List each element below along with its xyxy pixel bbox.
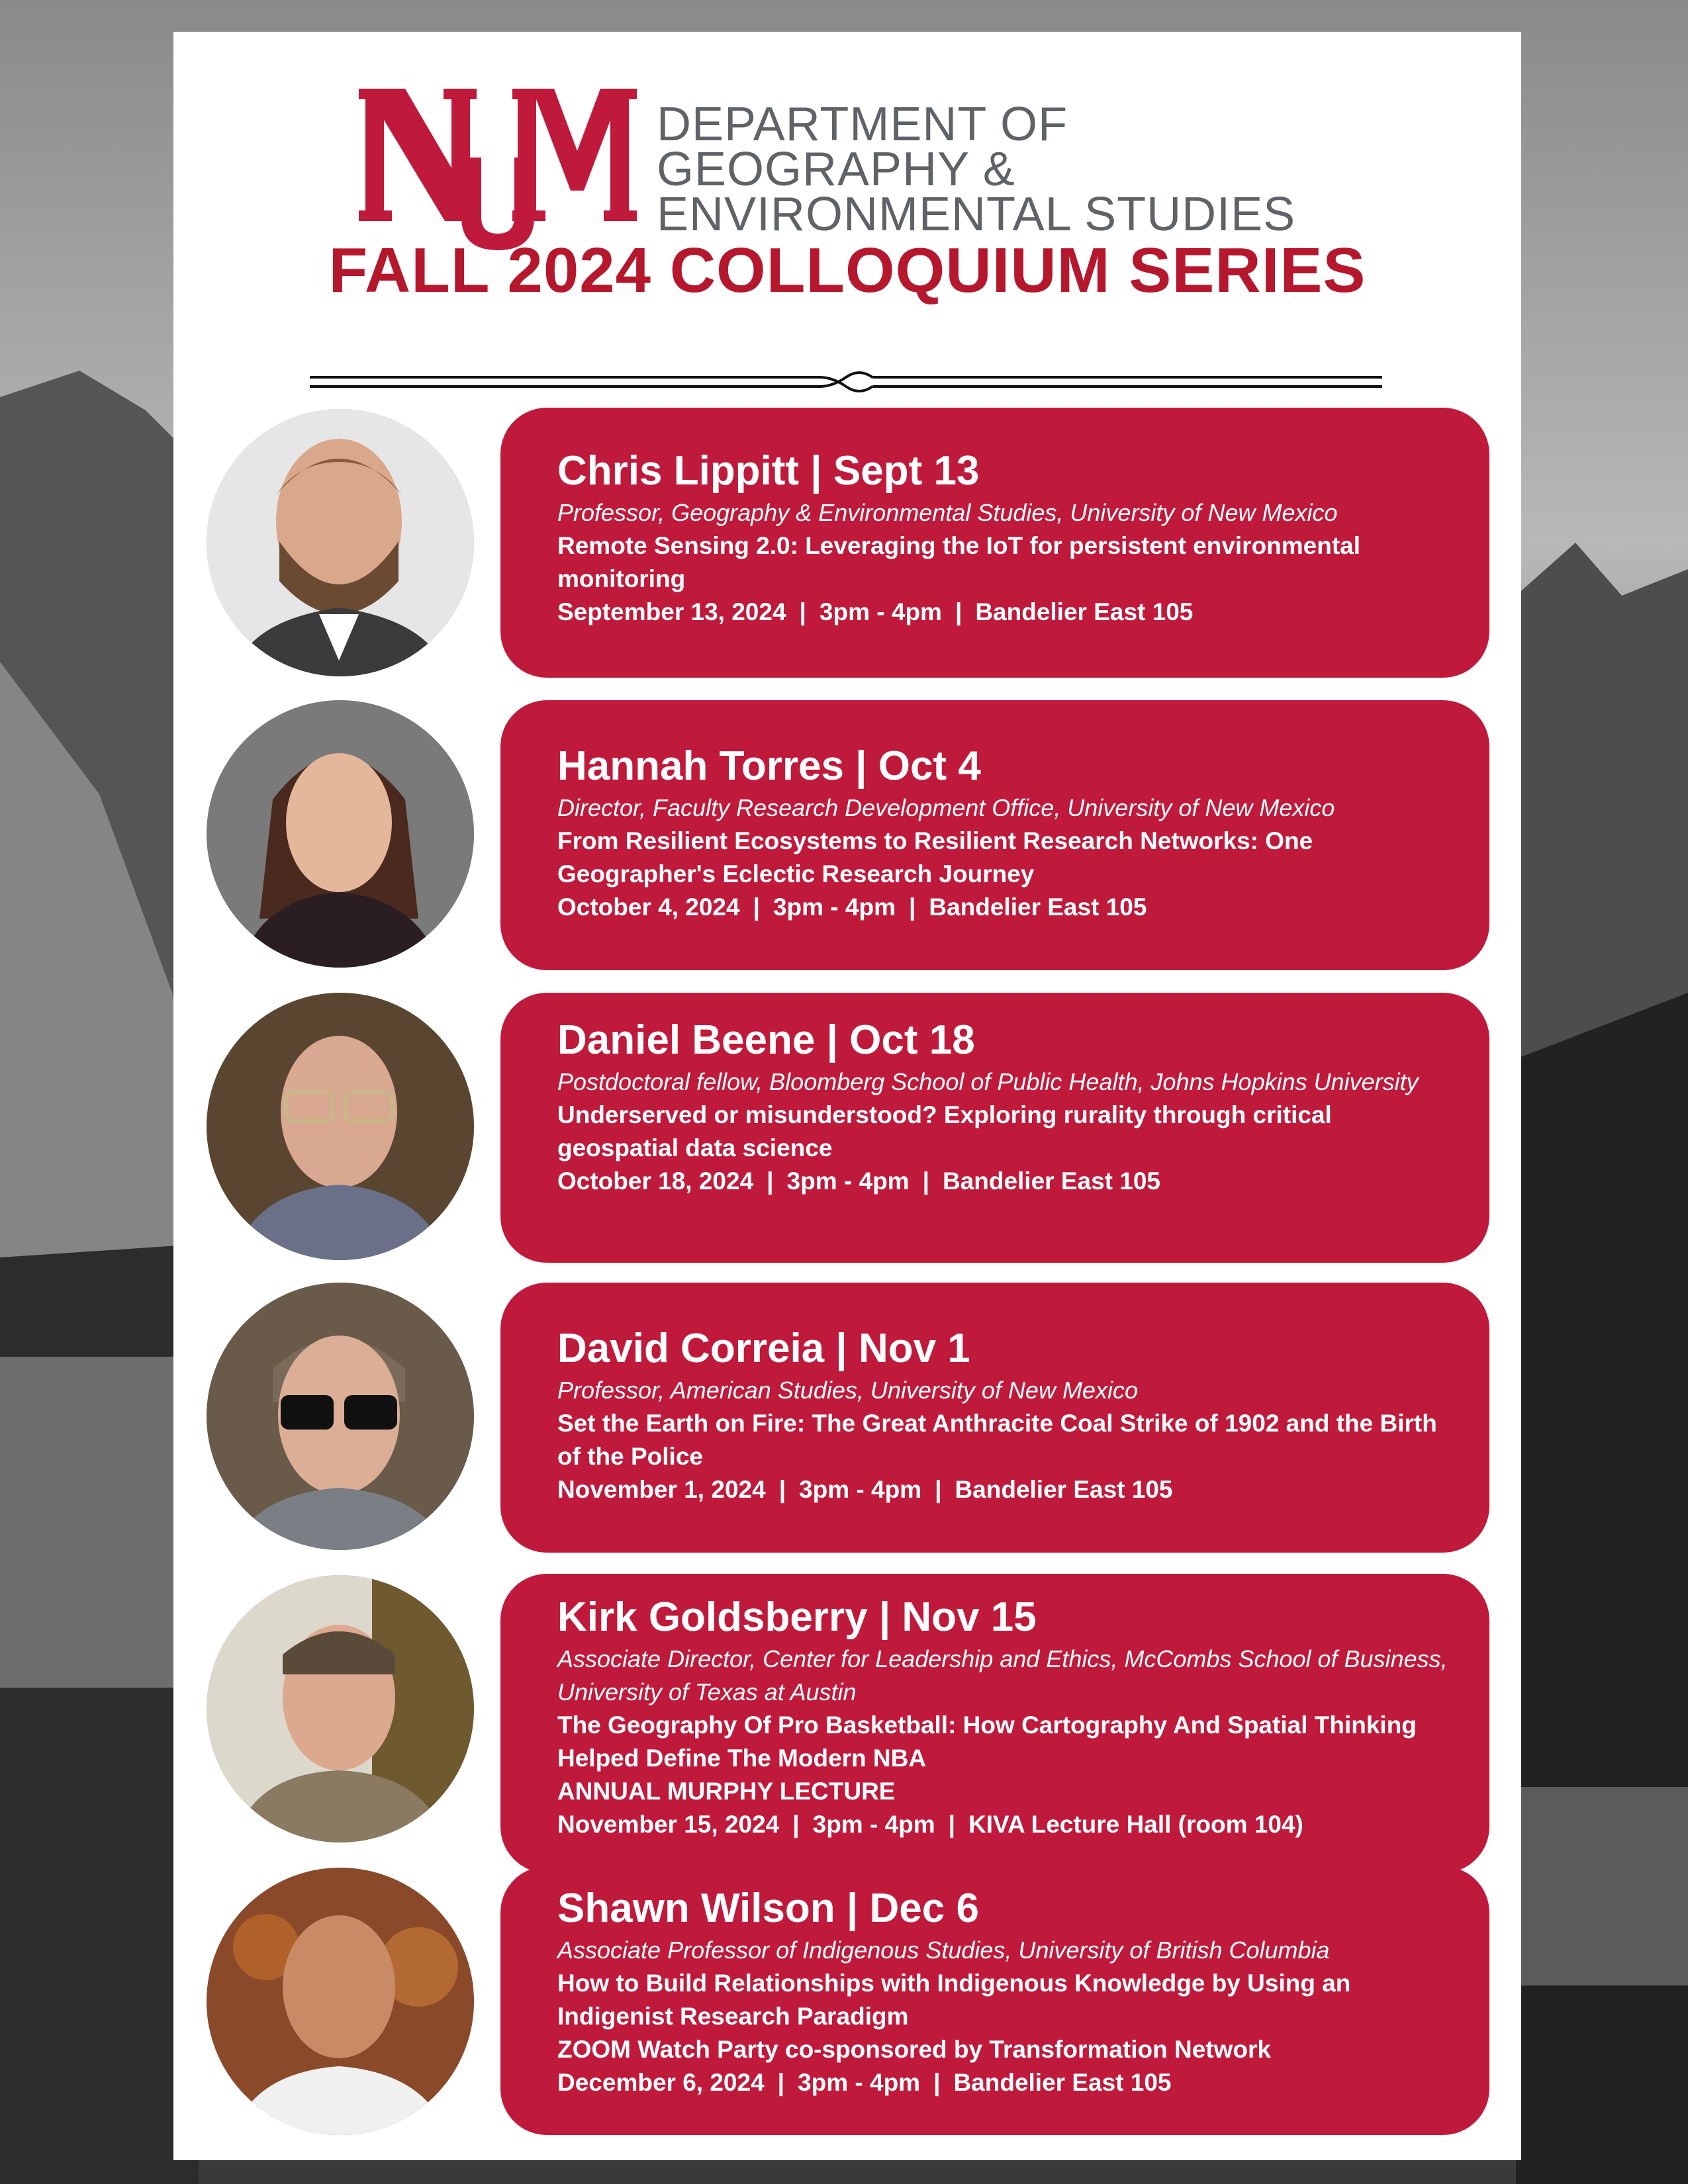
talk-date: October 4, 2024 bbox=[557, 893, 740, 921]
talk-title: The Geography Of Pro Basketball: How Cartography And Spatial Thinking Helped Define The Modern NBA bbox=[557, 1711, 1417, 1772]
talk-card-4 bbox=[500, 1283, 1489, 1553]
speaker-affiliation: Director, Faculty Research Development Office, University of New Mexico bbox=[557, 794, 1335, 821]
talk-schedule bbox=[557, 1808, 1450, 1841]
separator: | bbox=[935, 1476, 942, 1503]
talk-schedule bbox=[557, 1165, 1450, 1198]
speaker-affiliation: Associate Director, Center for Leadership and Ethics, McCombs School of Business, University of Texas at Austin bbox=[557, 1645, 1448, 1706]
talk-card-3 bbox=[500, 993, 1489, 1263]
talk-location: Bandelier East 105 bbox=[929, 893, 1147, 921]
talk-time: 3pm - 4pm bbox=[798, 2069, 921, 2096]
header-logo-block bbox=[359, 58, 1352, 257]
speaker-photo-hannah-torres bbox=[207, 700, 474, 968]
talk-date: November 1, 2024 bbox=[557, 1476, 766, 1503]
speaker-affiliation: Professor, Geography & Environmental Studies, University of New Mexico bbox=[557, 499, 1338, 526]
talk-title: Underserved or misunderstood? Exploring rurality through critical geospatial data science bbox=[557, 1101, 1332, 1161]
separator: | bbox=[792, 1811, 800, 1838]
separator: | bbox=[799, 598, 806, 625]
speaker-photo-david-correia bbox=[207, 1283, 474, 1550]
department-line-3: ENVIRONMENTAL STUDIES bbox=[657, 188, 1296, 241]
talk-schedule bbox=[557, 596, 1450, 629]
talk-schedule bbox=[557, 1473, 1450, 1506]
talk-date: September 13, 2024 bbox=[557, 598, 786, 625]
talk-date: October 18, 2024 bbox=[557, 1167, 754, 1195]
talk-location: Bandelier East 105 bbox=[955, 1476, 1173, 1503]
talk-time: 3pm - 4pm bbox=[812, 1811, 935, 1838]
speaker-heading: David Correia | Nov 1 bbox=[557, 1326, 970, 1371]
department-name bbox=[657, 98, 1385, 241]
talk-title: Remote Sensing 2.0: Leveraging the IoT for persistent environmental monitoring bbox=[557, 532, 1361, 592]
talk-schedule bbox=[557, 2066, 1450, 2099]
talk-card-6 bbox=[500, 1866, 1489, 2135]
talk-location: Bandelier East 105 bbox=[942, 1167, 1160, 1195]
speaker-photo-shawn-wilson bbox=[207, 1868, 474, 2135]
speaker-heading: Shawn Wilson | Dec 6 bbox=[557, 1886, 979, 1931]
separator: | bbox=[922, 1167, 929, 1195]
talk-note: ANNUAL MURPHY LECTURE bbox=[557, 1778, 896, 1805]
speaker-affiliation: Professor, American Studies, University of New Mexico bbox=[557, 1377, 1138, 1404]
talk-time: 3pm - 4pm bbox=[773, 893, 896, 921]
department-line-1: DEPARTMENT OF bbox=[657, 98, 1068, 151]
separator: | bbox=[933, 2069, 941, 2096]
talk-card-2 bbox=[500, 700, 1489, 970]
talk-title: Set the Earth on Fire: The Great Anthracite Coal Strike of 1902 and the Birth of the Police bbox=[557, 1410, 1437, 1470]
talk-location: KIVA Lecture Hall (room 104) bbox=[968, 1811, 1303, 1838]
talk-card-5 bbox=[500, 1574, 1489, 1873]
talk-title: From Resilient Ecosystems to Resilient Research Networks: One Geographer's Eclectic Research Journey bbox=[557, 827, 1313, 887]
talk-location: Bandelier East 105 bbox=[953, 2069, 1172, 2096]
speaker-heading: Chris Lippitt | Sept 13 bbox=[557, 448, 980, 494]
separator: | bbox=[753, 893, 760, 921]
unm-logo-icon bbox=[359, 58, 637, 250]
separator: | bbox=[909, 893, 916, 921]
separator: | bbox=[948, 1811, 956, 1838]
separator: | bbox=[955, 598, 962, 625]
speaker-affiliation: Associate Professor of Indigenous Studies, University of British Columbia bbox=[557, 1936, 1330, 1964]
talk-time: 3pm - 4pm bbox=[786, 1167, 910, 1195]
content-panel bbox=[173, 32, 1521, 2160]
talk-schedule bbox=[557, 891, 1450, 924]
separator: | bbox=[767, 1167, 774, 1195]
speaker-photo-chris-lippitt bbox=[207, 409, 474, 676]
speaker-heading: Daniel Beene | Oct 18 bbox=[557, 1017, 975, 1063]
talk-note: ZOOM Watch Party co-sponsored by Transformation Network bbox=[557, 2036, 1271, 2063]
talk-time: 3pm - 4pm bbox=[819, 598, 942, 625]
speaker-heading: Hannah Torres | Oct 4 bbox=[557, 743, 981, 789]
separator: | bbox=[778, 1476, 786, 1503]
talk-title: How to Build Relationships with Indigenous Knowledge by Using an Indigenist Research Paradigm bbox=[557, 1970, 1351, 2030]
separator: | bbox=[777, 2069, 785, 2096]
talk-date: December 6, 2024 bbox=[557, 2069, 765, 2096]
speaker-photo-kirk-goldsberry bbox=[207, 1575, 474, 1843]
series-title: FALL 2024 COLLOQUIUM SERIES bbox=[328, 235, 1366, 306]
department-line-2: GEOGRAPHY & bbox=[657, 143, 1015, 196]
talk-location: Bandelier East 105 bbox=[975, 598, 1194, 625]
speaker-photo-daniel-beene bbox=[207, 993, 474, 1260]
talk-date: November 15, 2024 bbox=[557, 1811, 780, 1838]
speaker-affiliation: Postdoctoral fellow, Bloomberg School of Public Health, Johns Hopkins University bbox=[557, 1068, 1419, 1095]
ornament-divider-icon bbox=[310, 369, 1382, 396]
talk-time: 3pm - 4pm bbox=[799, 1476, 922, 1503]
talk-card-1 bbox=[500, 408, 1489, 678]
speaker-heading: Kirk Goldsberry | Nov 15 bbox=[557, 1594, 1037, 1640]
